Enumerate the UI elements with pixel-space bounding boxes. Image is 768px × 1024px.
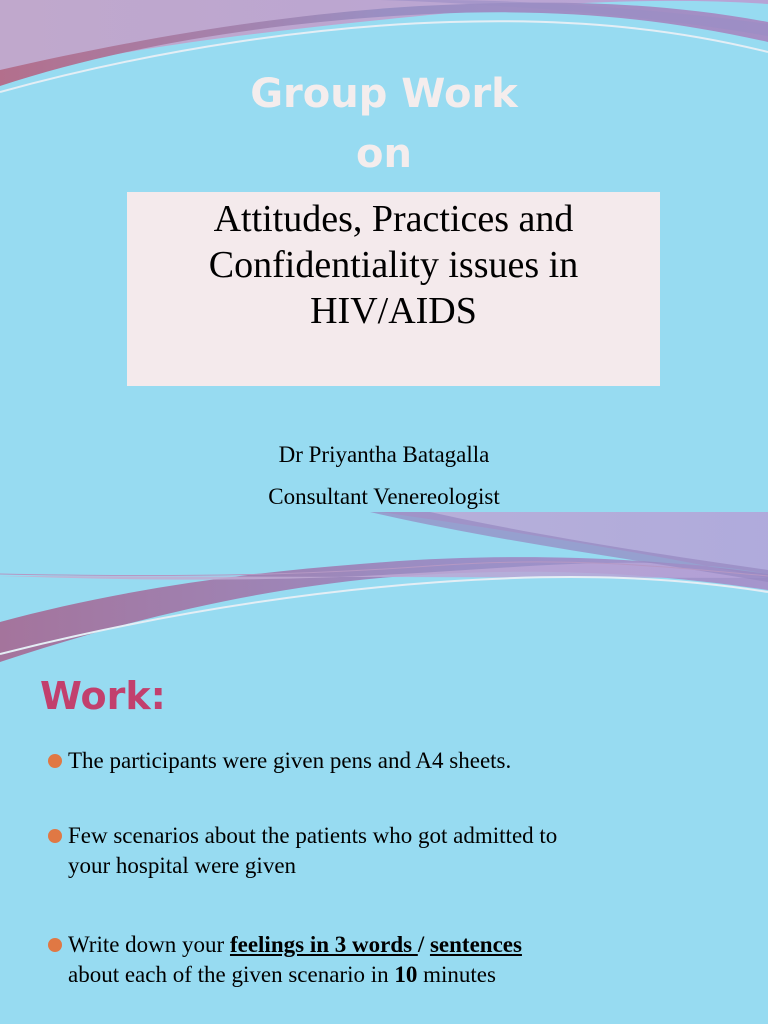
- subtitle-line: Confidentiality issues in: [208, 244, 579, 286]
- bullet-icon: [48, 938, 62, 952]
- emphasis-number: 10: [394, 962, 418, 987]
- separator-slash: /: [417, 932, 430, 957]
- subtitle-line: HIV/AIDS: [310, 290, 477, 332]
- bullet-icon: [48, 754, 62, 768]
- slide-title: [0, 64, 768, 184]
- decorative-swoosh: [0, 512, 768, 672]
- subtitle-box: [127, 192, 660, 386]
- bullet-line: [68, 930, 748, 960]
- bullet-line: [68, 960, 748, 990]
- bullet-icon: [48, 829, 62, 843]
- author-block: [0, 434, 768, 512]
- text-fragment: Write down your: [68, 932, 230, 957]
- author-name: Dr Priyantha Batagalla: [278, 442, 490, 467]
- bullet-text: [48, 821, 748, 881]
- emphasis-feelings: feelings in 3 words: [229, 932, 418, 957]
- text-fragment: minutes: [417, 962, 496, 987]
- bullet-line: Few scenarios about the patients who got admitted to: [68, 823, 558, 848]
- emphasis-sentences: sentences: [429, 932, 522, 957]
- bullet-text: [48, 930, 748, 990]
- text-fragment: about each of the given scenario in: [68, 962, 395, 987]
- bullet-line: your hospital were given: [68, 853, 297, 878]
- title-line-1: Group Work: [250, 71, 518, 117]
- author-role: Consultant Venereologist: [268, 484, 500, 509]
- title-line-2: on: [356, 131, 412, 177]
- list-item: [48, 746, 748, 776]
- list-item: [48, 930, 748, 990]
- section-heading: Work:: [40, 674, 166, 718]
- subtitle-line: Attitudes, Practices and: [213, 198, 574, 240]
- work-slide: [0, 512, 768, 1024]
- bullet-text: The participants were given pens and A4 sheets.: [68, 748, 512, 773]
- list-item: [48, 821, 748, 881]
